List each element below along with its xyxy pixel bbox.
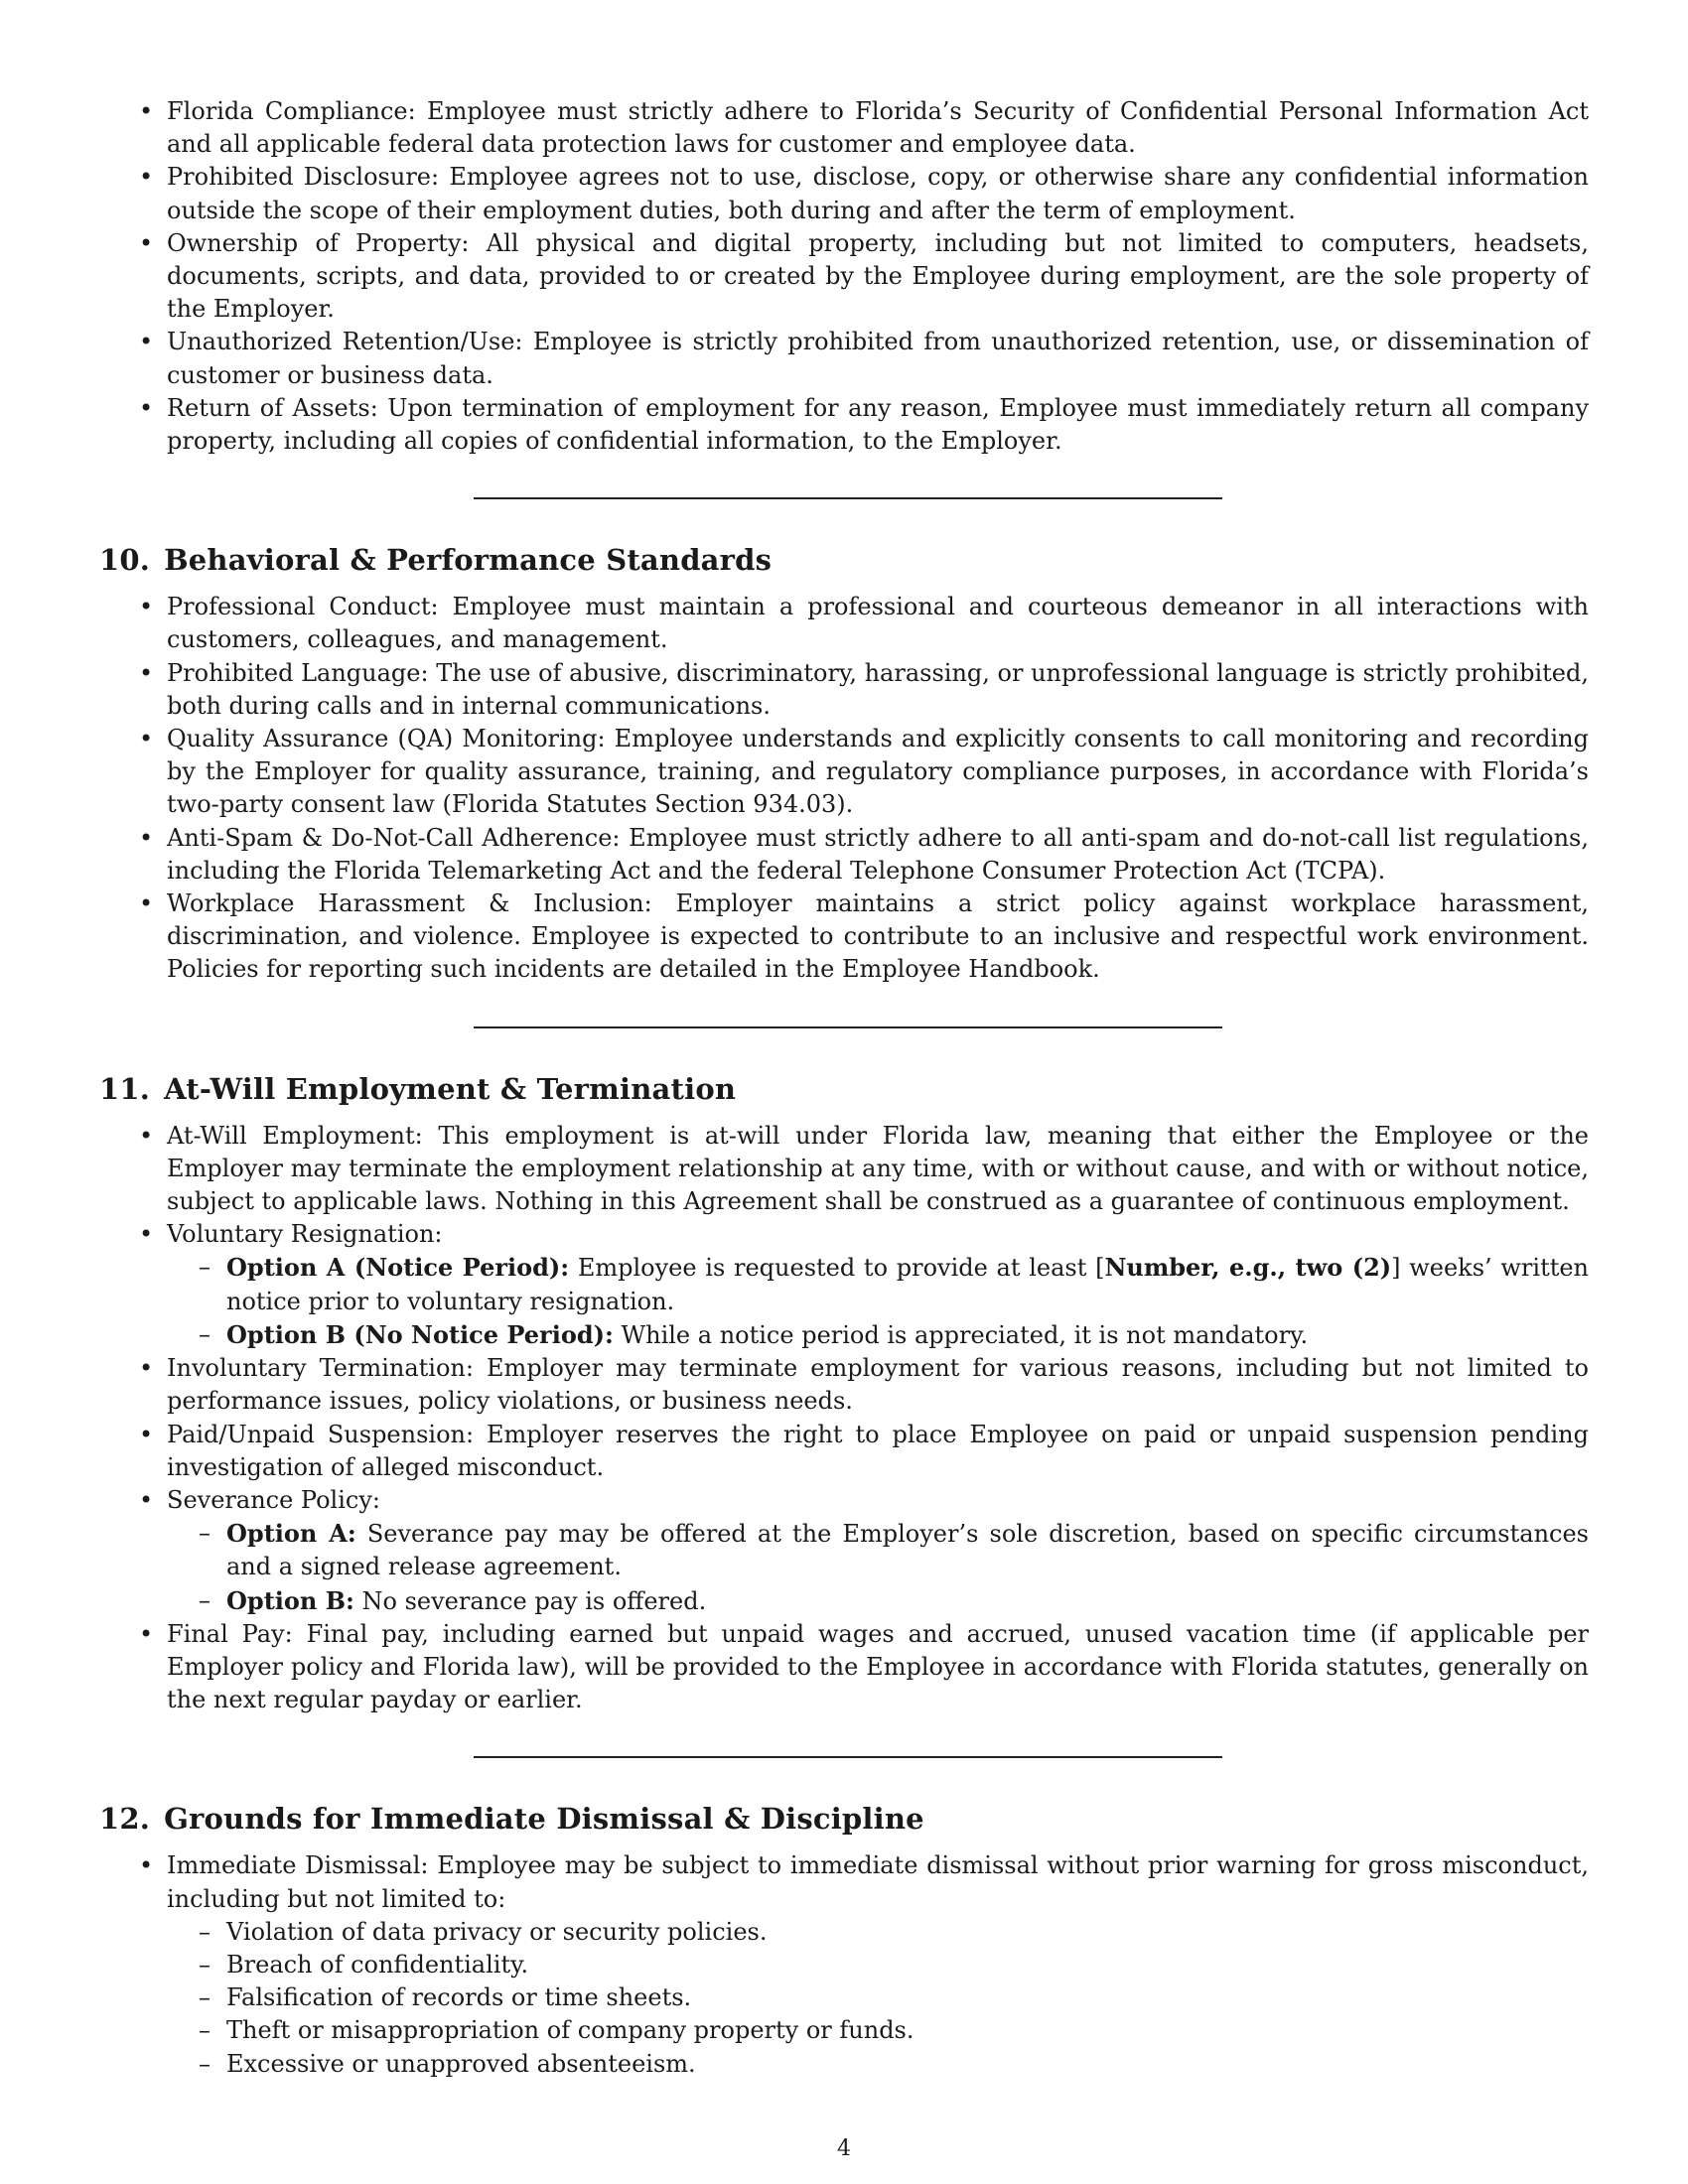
- list-item: • Professional Conduct: Employee must maintain a professional and courteous demeanor in all interactions with customers, colleagues, and management.: [167, 591, 1589, 656]
- list-item-label: Voluntary Resignation:: [167, 1220, 443, 1249]
- list-item: • Ownership of Property: All physical and digital property, including but not limited to computers, headsets, documents, scripts, and data, provided to or created by the Employee during employment, are the sole property of the Employer.: [167, 227, 1589, 327]
- severance-options: [167, 1517, 1589, 1618]
- section-number: 10.: [99, 543, 151, 578]
- option-text: Employee is requested to provide at least [: [569, 1254, 1105, 1283]
- list-item: • At-Will Employment: This employment is at-will under Florida law, meaning that either the Employee or the Employer may terminate the employment relationship at any time, with or without cause, and with or without notice, subject to applicable laws. Nothing in this Agreement shall be construed as a guarantee of continuous employment.: [167, 1120, 1589, 1219]
- option-text: No severance pay is offered.: [353, 1586, 707, 1615]
- list-item: • Unauthorized Retention/Use: Employee is strictly prohibited from unauthorized retention, use, or dissemination of customer or business data.: [167, 326, 1589, 391]
- sub-list-item: [226, 1318, 1589, 1352]
- placeholder-text: Number, e.g., two (2): [1104, 1253, 1392, 1283]
- document-page: [99, 95, 1589, 2081]
- section-10-heading: [99, 543, 1589, 577]
- list-item: • Prohibited Disclosure: Employee agrees not to use, disclose, copy, or otherwise share any confidential information outside the scope of their employment duties, both during and after the term of employment.: [167, 161, 1589, 226]
- list-item: • Florida Compliance: Employee must strictly adhere to Florida’s Security of Confidential Personal Information Act and all applicable federal data protection laws for customer and employee data.: [167, 95, 1589, 161]
- list-item: • Anti-Spam & Do-Not-Call Adherence: Employee must strictly adhere to all anti-spam and do-not-call list regulations, including the Florida Telemarketing Act and the federal Telephone Consumer Protection Act (TCPA).: [167, 822, 1589, 887]
- dismissal-grounds: [167, 1916, 1589, 2081]
- list-item-label: Immediate Dismissal: Employee may be subject to immediate dismissal without prior warning for gross misconduct, including but not limited to:: [167, 1851, 1589, 1913]
- list-item: • Workplace Harassment & Inclusion: Employer maintains a strict policy against workplace harassment, discrimination, and violence. Employee is expected to contribute to an inclusive and respectful work environment. Policies for reporting such incidents are detailed in the Employee Handbook.: [167, 887, 1589, 987]
- option-label: Option B (No Notice Period):: [226, 1319, 614, 1349]
- section-12-list: [99, 1849, 1589, 2080]
- section-12-heading: [99, 1802, 1589, 1836]
- section-divider: [474, 1026, 1222, 1028]
- sub-list-item: [226, 1584, 1589, 1618]
- list-item: • Return of Assets: Upon termination of employment for any reason, Employee must immediately return all company property, including all copies of confidential information, to the Employer.: [167, 392, 1589, 458]
- resignation-options: [167, 1251, 1589, 1352]
- list-item: [167, 1484, 1589, 1618]
- section-divider: [474, 497, 1222, 499]
- list-item: • Quality Assurance (QA) Monitoring: Employee understands and explicitly consents to call monitoring and recording by the Employer for quality assurance, training, and regulatory compliance purposes, in accordance with Florida’s two-party consent law (Florida Statutes Section 934.03).: [167, 723, 1589, 822]
- section-11-heading: [99, 1072, 1589, 1106]
- section-title: Grounds for Immediate Dismissal & Discipline: [164, 1802, 924, 1837]
- list-item: • Involuntary Termination: Employer may terminate employment for various reasons, including but not limited to performance issues, policy violations, or business needs.: [167, 1352, 1589, 1418]
- sub-list-item: [226, 1517, 1589, 1583]
- sub-list-item: – Falsification of records or time sheets.: [226, 1981, 1589, 2014]
- option-label: Option A:: [226, 1519, 356, 1549]
- section-title: Behavioral & Performance Standards: [164, 543, 773, 578]
- section-9-list: [99, 95, 1589, 458]
- sub-list-item: – Theft or misappropriation of company property or funds.: [226, 2014, 1589, 2047]
- section-divider: [474, 1756, 1222, 1758]
- option-text: Severance pay may be offered at the Employer’s sole discretion, based on specific circumstances and a signed release agreement.: [226, 1520, 1589, 1581]
- section-11-list: [99, 1120, 1589, 1717]
- option-label: Option A (Notice Period):: [226, 1253, 570, 1283]
- list-item: • Final Pay: Final pay, including earned but unpaid wages and accrued, unused vacation time (if applicable per Employer policy and Florida law), will be provided to the Employee in accordance with Florida statutes, generally on the next regular payday or earlier.: [167, 1618, 1589, 1717]
- option-label: Option B:: [226, 1585, 354, 1615]
- sub-list-item: – Violation of data privacy or security policies.: [226, 1916, 1589, 1949]
- sub-list-item: [226, 1251, 1589, 1317]
- list-item: [167, 1849, 1589, 2080]
- section-number: 11.: [99, 1071, 151, 1106]
- sub-list-item: – Excessive or unapproved absenteeism.: [226, 2048, 1589, 2081]
- list-item: • Prohibited Language: The use of abusive, discriminatory, harassing, or unprofessional language is strictly prohibited, both during calls and in internal communications.: [167, 657, 1589, 723]
- list-item: • Paid/Unpaid Suspension: Employer reserves the right to place Employee on paid or unpaid suspension pending investigation of alleged misconduct.: [167, 1419, 1589, 1484]
- section-number: 12.: [99, 1802, 151, 1837]
- page-number: 4: [837, 2136, 851, 2161]
- sub-list-item: – Breach of confidentiality.: [226, 1949, 1589, 1981]
- list-item-label: Severance Policy:: [167, 1485, 380, 1514]
- list-item: [167, 1218, 1589, 1352]
- section-10-list: [99, 591, 1589, 986]
- section-title: At-Will Employment & Termination: [164, 1071, 737, 1106]
- option-text: ] weeks’ written notice prior to voluntary resignation.: [226, 1254, 1590, 1315]
- option-text: While a notice period is appreciated, it is not mandatory.: [613, 1320, 1309, 1349]
